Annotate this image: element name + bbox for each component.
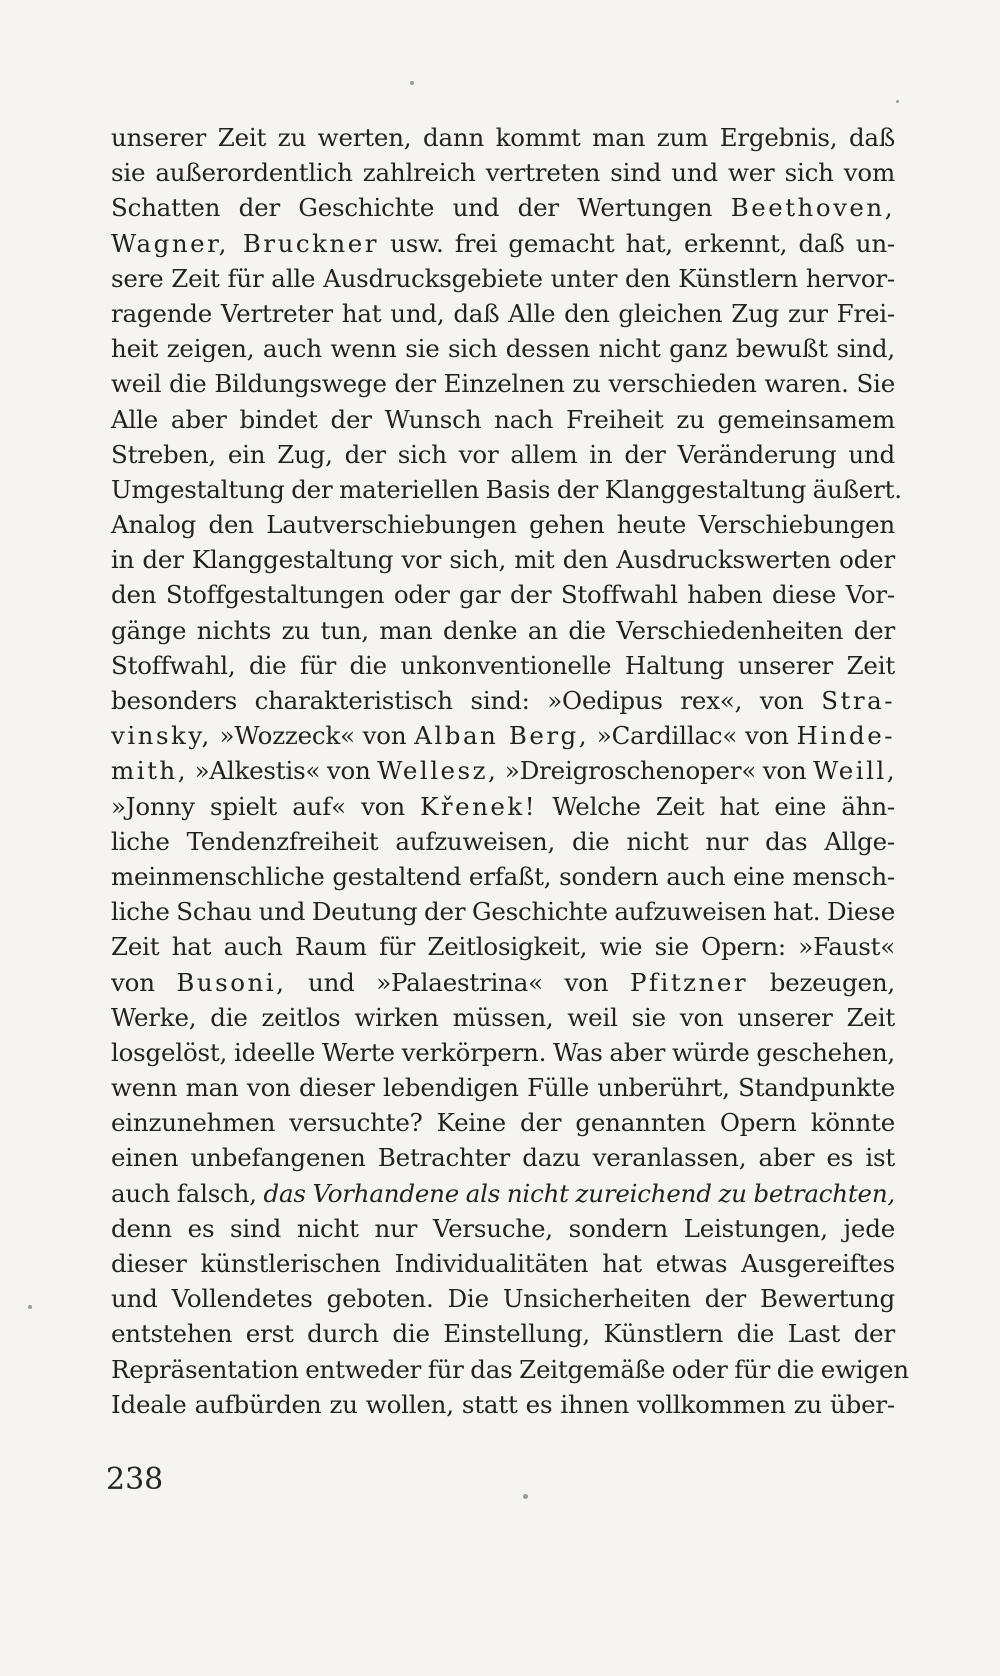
text-line (111, 1211, 895, 1246)
text-segment: liche Schau und Deutung der Geschichte aufzuweisen hat. Diese (111, 897, 895, 927)
text-segment: Zeit hat auch Raum für Zeitlosigkeit, wie sie Opern: »Faust« (111, 932, 895, 962)
italic-emphasis: das Vorhandene als nicht zureichend zu betrachten, (263, 1178, 895, 1208)
text-segment: denn es sind nicht nur Versuche, sondern Leistungen, jede (111, 1213, 895, 1243)
text-line (111, 472, 902, 507)
spaced-name: Stra- (821, 686, 895, 715)
text-line (111, 1000, 895, 1035)
text-segment: entstehen erst durch die Einstellung, Künstlern die Last der (111, 1319, 895, 1349)
text-segment: in der Klanggestaltung vor sich, mit den Ausdruckswerten oder (111, 545, 895, 575)
text-segment: wenn man von dieser lebendigen Fülle unberührt, Standpunkte (111, 1073, 895, 1103)
text-line (111, 789, 895, 824)
text-line (111, 331, 895, 366)
spaced-name: Alban Berg, (414, 721, 590, 751)
spaced-name: Hinde- (796, 721, 895, 751)
text-segment: usw. frei gemacht hat, erkennt, daß un- (378, 228, 895, 258)
text-segment: und Vollendetes geboten. Die Unsicherheiten der Bewertung (111, 1284, 895, 1314)
spaced-name: Wellesz, (377, 756, 499, 786)
text-line (111, 542, 895, 577)
text-segment: Welche Zeit hat eine ähn- (537, 791, 895, 821)
spaced-name: mith, (111, 756, 188, 786)
text-segment: und »Palaestrina« von (286, 967, 630, 997)
text-segment: Alle aber bindet der Wunsch nach Freiheit zu gemeinsamem (111, 404, 895, 434)
text-line (111, 1246, 895, 1281)
text-line (111, 718, 895, 753)
text-line (111, 437, 895, 472)
paper-speck (896, 100, 899, 103)
text-segment: von (111, 967, 177, 997)
text-segment: unserer Zeit zu werten, dann kommt man zum Ergebnis, daß (111, 123, 895, 152)
text-segment: »Cardillac« von (589, 721, 797, 751)
text-line (111, 929, 895, 964)
text-segment: »Jonny spielt auf« von (111, 791, 421, 821)
text-segment: besonders charakteristisch sind: »Oedipus rex«, von (111, 686, 822, 715)
text-line (111, 155, 895, 190)
text-line (111, 613, 895, 648)
text-segment: einen unbefangenen Betrachter dazu veranlassen, aber es ist (111, 1143, 895, 1173)
text-line (111, 648, 895, 683)
text-line (111, 1140, 895, 1175)
text-segment: den Stoffgestaltungen oder gar der Stoffwahl haben diese Vor- (111, 580, 895, 610)
text-line (111, 894, 895, 929)
paper-speck (523, 1494, 528, 1499)
text-line (111, 226, 895, 261)
text-segment: »Alkestis« von (187, 756, 378, 786)
text-line (111, 1176, 895, 1211)
text-segment: Umgestaltung der materiellen Basis der Klanggestaltung äußert. (111, 474, 902, 504)
text-line (111, 1035, 895, 1070)
text-line (111, 261, 895, 296)
spaced-name: Beethoven, (730, 193, 895, 223)
paper-speck (28, 1305, 32, 1309)
text-line (111, 1316, 895, 1351)
text-line (111, 1352, 909, 1387)
text-segment: Werke, die zeitlos wirken müssen, weil sie von unserer Zeit (111, 1002, 895, 1032)
text-line (111, 824, 895, 859)
text-segment: weil die Bildungswege der Einzelnen zu verschieden waren. Sie (111, 369, 895, 399)
text-segment: »Wozzeck« von (211, 721, 415, 751)
text-line (111, 120, 895, 155)
text-line (111, 296, 895, 331)
text-line (111, 683, 895, 718)
text-line (111, 190, 895, 225)
text-segment: sere Zeit für alle Ausdrucksgebiete unter den Künstlern hervor- (111, 263, 895, 293)
text-segment: »Dreigroschenoper« von (498, 756, 814, 786)
text-segment: losgelöst, ideelle Werte verkörpern. Was aber würde geschehen, (111, 1037, 895, 1067)
text-line (111, 1281, 895, 1316)
spaced-name: Pfitzner (629, 967, 749, 997)
text-line (111, 1070, 895, 1105)
text-segment: liche Tendenzfreiheit aufzuweisen, die nicht nur das Allge- (111, 826, 895, 856)
text-segment: Ideale aufbürden zu wollen, statt es ihnen vollkommen zu über- (111, 1389, 895, 1419)
text-segment: ragende Vertreter hat und, daß Alle den gleichen Zug zur Frei- (111, 298, 895, 328)
paper-speck (410, 81, 414, 85)
spaced-name: Weill, (813, 756, 898, 786)
text-segment: bezeugen, (748, 967, 896, 997)
text-line (111, 366, 895, 401)
text-segment: Stoffwahl, die für die unkonventionelle Haltung unserer Zeit (111, 650, 895, 680)
text-segment: gänge nichts zu tun, man denke an die Verschiedenheiten der (111, 615, 895, 645)
text-segment: auch falsch, (111, 1178, 264, 1208)
spaced-name: Křenek! (420, 791, 538, 821)
text-line (111, 965, 895, 1000)
text-line (111, 577, 895, 612)
text-line (111, 753, 898, 788)
text-segment: Streben, ein Zug, der sich vor allem in der Veränderung und (111, 439, 895, 469)
text-line (111, 1105, 895, 1140)
text-segment: Schatten der Geschichte und der Wertungen (111, 193, 731, 223)
spaced-name: vinsky, (111, 721, 212, 751)
text-line (111, 507, 895, 542)
text-segment: dieser künstlerischen Individualitäten hat etwas Ausgereiftes (111, 1249, 895, 1278)
text-segment: heit zeigen, auch wenn sie sich dessen nicht ganz bewußt sind, (111, 334, 895, 364)
text-segment: sie außerordentlich zahlreich vertreten sind und wer sich vom (111, 158, 895, 188)
text-segment: einzunehmen versuchte? Keine der genannten Opern könnte (111, 1108, 895, 1138)
text-segment: meinmenschliche gestaltend erfaßt, sondern auch eine mensch- (111, 861, 895, 891)
body-text (111, 120, 909, 1422)
text-line (111, 402, 895, 437)
spaced-name: Busoni, (176, 967, 287, 997)
text-line (111, 859, 895, 894)
text-line (111, 1387, 895, 1422)
page-number: 238 (106, 1462, 164, 1497)
text-segment: Analog den Lautverschiebungen gehen heute Verschiebungen (111, 510, 895, 540)
text-segment: Repräsentation entweder für das Zeitgemäße oder für die ewigen (111, 1354, 909, 1384)
spaced-name: Wagner, Bruckner (111, 228, 379, 258)
